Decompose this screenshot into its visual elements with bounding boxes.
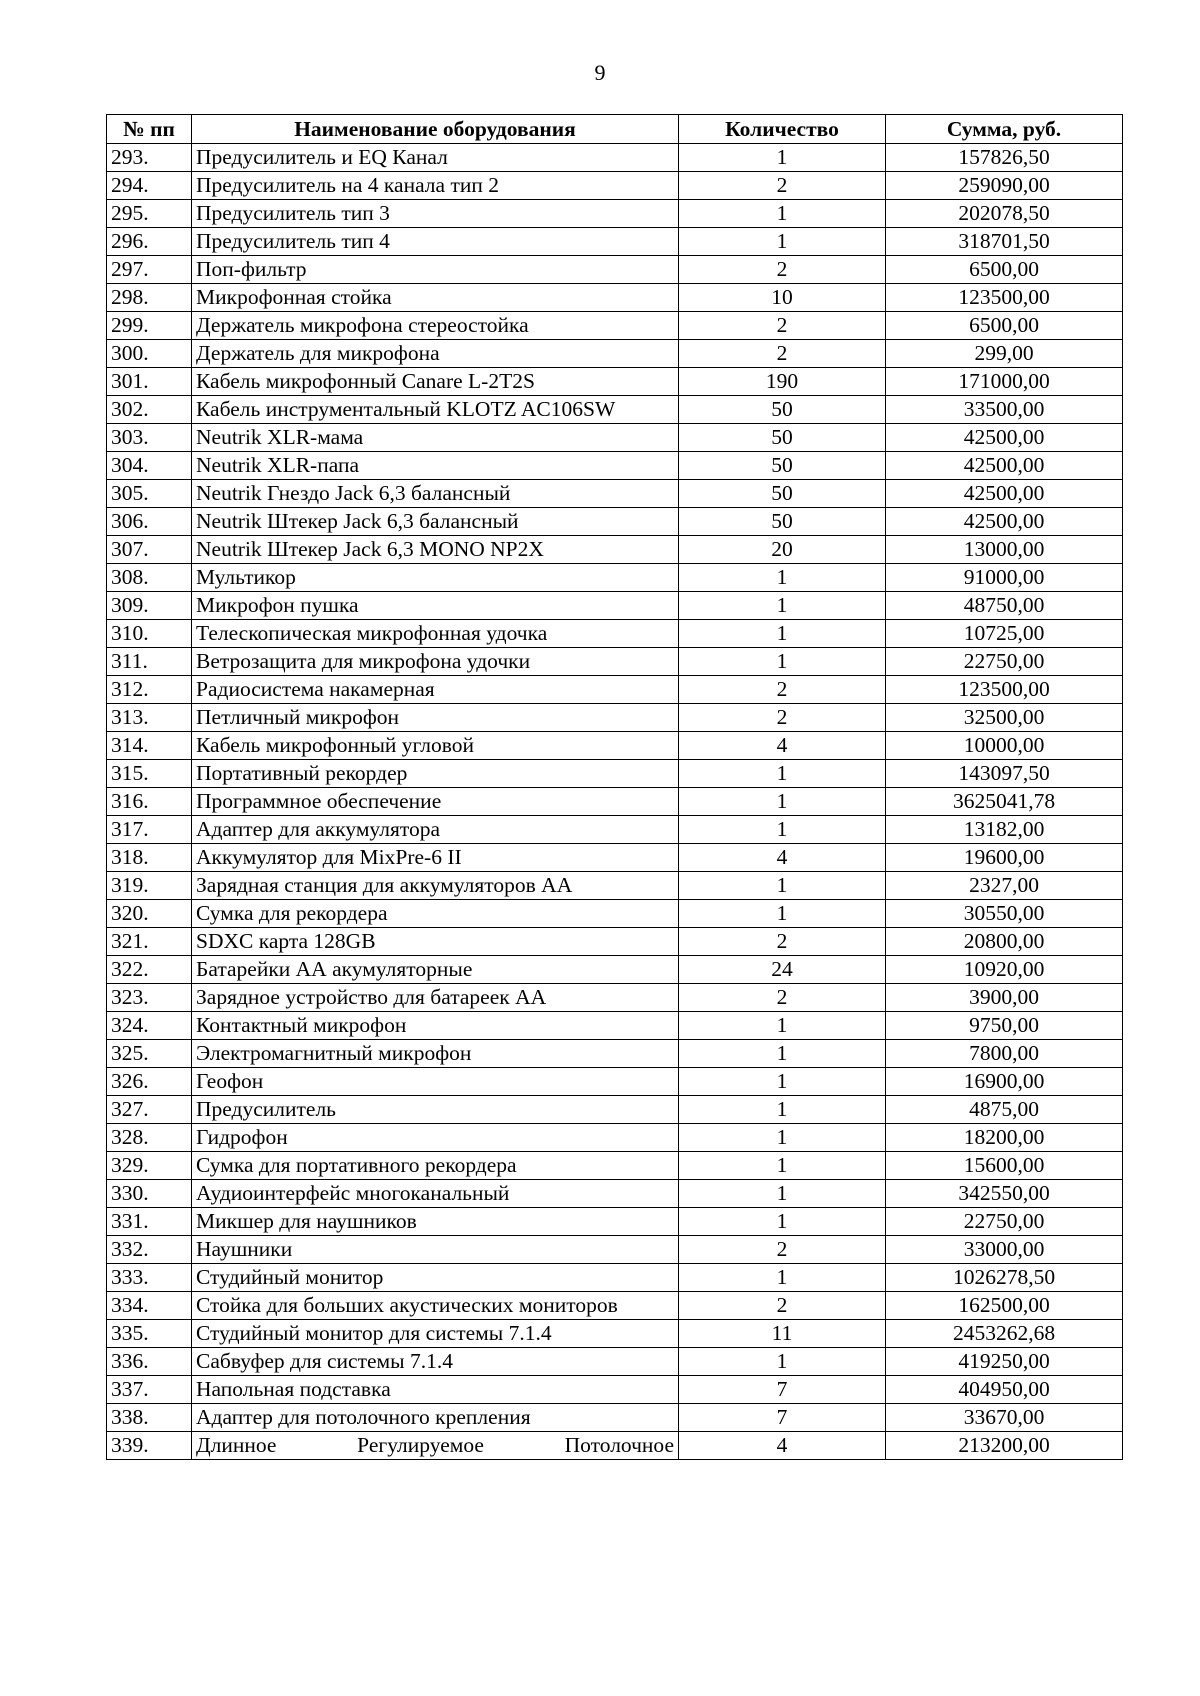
- cell-num: 296.: [107, 228, 192, 256]
- cell-qty: 1: [679, 592, 886, 620]
- cell-name: Радиосистема накамерная: [192, 676, 679, 704]
- cell-sum: 123500,00: [886, 284, 1123, 312]
- cell-qty: 2: [679, 704, 886, 732]
- cell-sum: 42500,00: [886, 480, 1123, 508]
- cell-sum: 30550,00: [886, 900, 1123, 928]
- cell-sum: 3625041,78: [886, 788, 1123, 816]
- cell-name: Кабель микрофонный угловой: [192, 732, 679, 760]
- cell-qty: 11: [679, 1320, 886, 1348]
- cell-name: Предусилитель: [192, 1096, 679, 1124]
- cell-qty: 10: [679, 284, 886, 312]
- table-row: [107, 200, 1123, 228]
- cell-qty: 7: [679, 1404, 886, 1432]
- cell-name: Программное обеспечение: [192, 788, 679, 816]
- cell-num: 328.: [107, 1124, 192, 1152]
- cell-qty: 1: [679, 228, 886, 256]
- cell-num: 300.: [107, 340, 192, 368]
- cell-name: Аудиоинтерфейс многоканальный: [192, 1180, 679, 1208]
- cell-name: Neutrik XLR-мама: [192, 424, 679, 452]
- cell-num: 322.: [107, 956, 192, 984]
- cell-sum: 419250,00: [886, 1348, 1123, 1376]
- cell-num: 323.: [107, 984, 192, 1012]
- cell-name: Зарядное устройство для батареек АА: [192, 984, 679, 1012]
- cell-num: 306.: [107, 508, 192, 536]
- cell-sum: 4875,00: [886, 1096, 1123, 1124]
- cell-sum: 13182,00: [886, 816, 1123, 844]
- cell-name: Предусилитель на 4 канала тип 2: [192, 172, 679, 200]
- table-row: [107, 620, 1123, 648]
- table-row: [107, 760, 1123, 788]
- table-row: [107, 732, 1123, 760]
- cell-name: Геофон: [192, 1068, 679, 1096]
- cell-sum: 15600,00: [886, 1152, 1123, 1180]
- cell-num: 332.: [107, 1236, 192, 1264]
- cell-sum: 91000,00: [886, 564, 1123, 592]
- cell-name: Адаптер для потолочного крепления: [192, 1404, 679, 1432]
- table-row: [107, 676, 1123, 704]
- table-body: [107, 144, 1123, 1460]
- table-row: [107, 1432, 1123, 1460]
- cell-num: 302.: [107, 396, 192, 424]
- table-row: [107, 1124, 1123, 1152]
- cell-num: 336.: [107, 1348, 192, 1376]
- table-row: [107, 1040, 1123, 1068]
- table-row: [107, 172, 1123, 200]
- cell-sum: 10000,00: [886, 732, 1123, 760]
- cell-num: 339.: [107, 1432, 192, 1460]
- cell-qty: 2: [679, 256, 886, 284]
- cell-qty: 20: [679, 536, 886, 564]
- cell-sum: 162500,00: [886, 1292, 1123, 1320]
- cell-name: Сабвуфер для системы 7.1.4: [192, 1348, 679, 1376]
- cell-num: 314.: [107, 732, 192, 760]
- cell-sum: 318701,50: [886, 228, 1123, 256]
- cell-sum: 33670,00: [886, 1404, 1123, 1432]
- cell-name: Гидрофон: [192, 1124, 679, 1152]
- cell-sum: 299,00: [886, 340, 1123, 368]
- cell-num: 309.: [107, 592, 192, 620]
- table-row: [107, 340, 1123, 368]
- table-row: [107, 1208, 1123, 1236]
- table-row: [107, 144, 1123, 172]
- cell-qty: 1: [679, 564, 886, 592]
- cell-num: 311.: [107, 648, 192, 676]
- table-row: [107, 396, 1123, 424]
- cell-num: 301.: [107, 368, 192, 396]
- cell-name: Neutrik Штекер Jack 6,3 балансный: [192, 508, 679, 536]
- table-row: [107, 872, 1123, 900]
- table-row: [107, 284, 1123, 312]
- cell-sum: 22750,00: [886, 1208, 1123, 1236]
- cell-name: Микшер для наушников: [192, 1208, 679, 1236]
- cell-num: 320.: [107, 900, 192, 928]
- cell-sum: 3900,00: [886, 984, 1123, 1012]
- cell-name: Держатель микрофона стереостойка: [192, 312, 679, 340]
- cell-name: Длинное Регулируемое Потолочное: [192, 1432, 679, 1460]
- cell-name: Neutrik XLR-папа: [192, 452, 679, 480]
- cell-qty: 1: [679, 1152, 886, 1180]
- cell-num: 313.: [107, 704, 192, 732]
- cell-num: 307.: [107, 536, 192, 564]
- cell-qty: 1: [679, 1012, 886, 1040]
- cell-name: Зарядная станция для аккумуляторов АА: [192, 872, 679, 900]
- cell-num: 316.: [107, 788, 192, 816]
- cell-name: Наушники: [192, 1236, 679, 1264]
- cell-num: 304.: [107, 452, 192, 480]
- header-num: № пп: [107, 115, 192, 144]
- cell-name: SDXC карта 128GB: [192, 928, 679, 956]
- cell-num: 317.: [107, 816, 192, 844]
- cell-sum: 42500,00: [886, 424, 1123, 452]
- cell-name: Электромагнитный микрофон: [192, 1040, 679, 1068]
- cell-num: 308.: [107, 564, 192, 592]
- table-row: [107, 256, 1123, 284]
- table-row: [107, 1404, 1123, 1432]
- cell-qty: 1: [679, 1096, 886, 1124]
- table-row: [107, 1292, 1123, 1320]
- cell-sum: 22750,00: [886, 648, 1123, 676]
- cell-num: 305.: [107, 480, 192, 508]
- cell-num: 338.: [107, 1404, 192, 1432]
- cell-sum: 16900,00: [886, 1068, 1123, 1096]
- cell-qty: 2: [679, 340, 886, 368]
- cell-qty: 2: [679, 312, 886, 340]
- cell-num: 326.: [107, 1068, 192, 1096]
- cell-qty: 1: [679, 1180, 886, 1208]
- cell-name: Мультикор: [192, 564, 679, 592]
- cell-qty: 2: [679, 928, 886, 956]
- cell-name: Телескопическая микрофонная удочка: [192, 620, 679, 648]
- cell-num: 325.: [107, 1040, 192, 1068]
- cell-num: 303.: [107, 424, 192, 452]
- table-row: [107, 1096, 1123, 1124]
- cell-name: Напольная подставка: [192, 1376, 679, 1404]
- cell-sum: 10725,00: [886, 620, 1123, 648]
- cell-qty: 24: [679, 956, 886, 984]
- cell-qty: 1: [679, 620, 886, 648]
- cell-name: Кабель микрофонный Canare L-2T2S: [192, 368, 679, 396]
- cell-name: Кабель инструментальный KLOTZ AC106SW: [192, 396, 679, 424]
- cell-sum: 32500,00: [886, 704, 1123, 732]
- cell-qty: 1: [679, 816, 886, 844]
- table-row: [107, 1348, 1123, 1376]
- cell-sum: 42500,00: [886, 452, 1123, 480]
- cell-num: 337.: [107, 1376, 192, 1404]
- cell-sum: 202078,50: [886, 200, 1123, 228]
- header-sum: Сумма, руб.: [886, 115, 1123, 144]
- cell-name: Студийный монитор для системы 7.1.4: [192, 1320, 679, 1348]
- cell-sum: 19600,00: [886, 844, 1123, 872]
- table-row: [107, 928, 1123, 956]
- table-row: [107, 816, 1123, 844]
- cell-name: Аккумулятор для MixPre-6 II: [192, 844, 679, 872]
- table-row: [107, 1152, 1123, 1180]
- cell-name: Портативный рекордер: [192, 760, 679, 788]
- cell-num: 293.: [107, 144, 192, 172]
- cell-name: Адаптер для аккумулятора: [192, 816, 679, 844]
- equipment-table: [106, 114, 1123, 1460]
- cell-sum: 7800,00: [886, 1040, 1123, 1068]
- cell-num: 334.: [107, 1292, 192, 1320]
- cell-qty: 7: [679, 1376, 886, 1404]
- cell-num: 329.: [107, 1152, 192, 1180]
- cell-sum: 2453262,68: [886, 1320, 1123, 1348]
- cell-qty: 50: [679, 452, 886, 480]
- cell-name: Сумка для портативного рекордера: [192, 1152, 679, 1180]
- cell-qty: 1: [679, 1124, 886, 1152]
- cell-name: Микрофонная стойка: [192, 284, 679, 312]
- cell-num: 333.: [107, 1264, 192, 1292]
- cell-sum: 2327,00: [886, 872, 1123, 900]
- cell-qty: 4: [679, 732, 886, 760]
- cell-qty: 190: [679, 368, 886, 396]
- cell-num: 312.: [107, 676, 192, 704]
- cell-num: 335.: [107, 1320, 192, 1348]
- cell-qty: 2: [679, 1292, 886, 1320]
- cell-name: Сумка для рекордера: [192, 900, 679, 928]
- cell-qty: 1: [679, 760, 886, 788]
- cell-name: Петличный микрофон: [192, 704, 679, 732]
- cell-num: 327.: [107, 1096, 192, 1124]
- cell-sum: 48750,00: [886, 592, 1123, 620]
- table-row: [107, 1236, 1123, 1264]
- table-row: [107, 228, 1123, 256]
- cell-qty: 1: [679, 900, 886, 928]
- cell-name: Предусилитель тип 3: [192, 200, 679, 228]
- cell-sum: 143097,50: [886, 760, 1123, 788]
- table-row: [107, 536, 1123, 564]
- table-row: [107, 368, 1123, 396]
- cell-num: 315.: [107, 760, 192, 788]
- table-row: [107, 452, 1123, 480]
- cell-qty: 1: [679, 1264, 886, 1292]
- cell-sum: 342550,00: [886, 1180, 1123, 1208]
- cell-name: Микрофон пушка: [192, 592, 679, 620]
- table-header-row: [107, 115, 1123, 144]
- cell-qty: 1: [679, 1040, 886, 1068]
- cell-qty: 1: [679, 648, 886, 676]
- cell-name: Поп-фильтр: [192, 256, 679, 284]
- cell-num: 319.: [107, 872, 192, 900]
- table-row: [107, 788, 1123, 816]
- table-row: [107, 1180, 1123, 1208]
- cell-name: Стойка для больших акустических мониторов: [192, 1292, 679, 1320]
- cell-sum: 157826,50: [886, 144, 1123, 172]
- table-row: [107, 592, 1123, 620]
- cell-sum: 259090,00: [886, 172, 1123, 200]
- cell-qty: 50: [679, 480, 886, 508]
- cell-name: Предусилитель тип 4: [192, 228, 679, 256]
- cell-name: Neutrik Гнездо Jack 6,3 балансный: [192, 480, 679, 508]
- cell-num: 324.: [107, 1012, 192, 1040]
- cell-sum: 123500,00: [886, 676, 1123, 704]
- cell-qty: 1: [679, 1208, 886, 1236]
- cell-qty: 1: [679, 788, 886, 816]
- table-row: [107, 1068, 1123, 1096]
- cell-sum: 213200,00: [886, 1432, 1123, 1460]
- cell-num: 321.: [107, 928, 192, 956]
- cell-name: Ветрозащита для микрофона удочки: [192, 648, 679, 676]
- cell-sum: 18200,00: [886, 1124, 1123, 1152]
- cell-qty: 2: [679, 676, 886, 704]
- cell-num: 330.: [107, 1180, 192, 1208]
- table-row: [107, 1376, 1123, 1404]
- table-row: [107, 648, 1123, 676]
- cell-num: 298.: [107, 284, 192, 312]
- table-row: [107, 1320, 1123, 1348]
- header-name: Наименование оборудования: [192, 115, 679, 144]
- cell-sum: 33500,00: [886, 396, 1123, 424]
- cell-qty: 1: [679, 1068, 886, 1096]
- cell-num: 295.: [107, 200, 192, 228]
- cell-num: 299.: [107, 312, 192, 340]
- table-row: [107, 1264, 1123, 1292]
- cell-name: Контактный микрофон: [192, 1012, 679, 1040]
- table-row: [107, 508, 1123, 536]
- cell-name: Держатель для микрофона: [192, 340, 679, 368]
- cell-qty: 2: [679, 1236, 886, 1264]
- table-row: [107, 704, 1123, 732]
- table-row: [107, 1012, 1123, 1040]
- cell-qty: 50: [679, 396, 886, 424]
- cell-qty: 2: [679, 172, 886, 200]
- cell-qty: 1: [679, 200, 886, 228]
- header-qty: Количество: [679, 115, 886, 144]
- cell-sum: 33000,00: [886, 1236, 1123, 1264]
- cell-sum: 6500,00: [886, 256, 1123, 284]
- cell-qty: 2: [679, 984, 886, 1012]
- table-row: [107, 564, 1123, 592]
- table-row: [107, 480, 1123, 508]
- page-number: 9: [594, 60, 606, 85]
- cell-qty: 4: [679, 844, 886, 872]
- cell-sum: 13000,00: [886, 536, 1123, 564]
- cell-qty: 1: [679, 872, 886, 900]
- table-row: [107, 312, 1123, 340]
- cell-name: Предусилитель и EQ Канал: [192, 144, 679, 172]
- cell-qty: 4: [679, 1432, 886, 1460]
- cell-sum: 42500,00: [886, 508, 1123, 536]
- cell-qty: 50: [679, 424, 886, 452]
- cell-sum: 9750,00: [886, 1012, 1123, 1040]
- table-row: [107, 424, 1123, 452]
- cell-num: 318.: [107, 844, 192, 872]
- table-row: [107, 956, 1123, 984]
- cell-qty: 1: [679, 1348, 886, 1376]
- cell-name: Батарейки АА акумуляторные: [192, 956, 679, 984]
- cell-sum: 404950,00: [886, 1376, 1123, 1404]
- table-row: [107, 984, 1123, 1012]
- table-row: [107, 844, 1123, 872]
- cell-qty: 1: [679, 144, 886, 172]
- cell-num: 310.: [107, 620, 192, 648]
- cell-sum: 20800,00: [886, 928, 1123, 956]
- cell-num: 331.: [107, 1208, 192, 1236]
- cell-num: 297.: [107, 256, 192, 284]
- cell-sum: 6500,00: [886, 312, 1123, 340]
- cell-sum: 171000,00: [886, 368, 1123, 396]
- cell-name: Студийный монитор: [192, 1264, 679, 1292]
- cell-sum: 1026278,50: [886, 1264, 1123, 1292]
- cell-sum: 10920,00: [886, 956, 1123, 984]
- table-row: [107, 900, 1123, 928]
- cell-qty: 50: [679, 508, 886, 536]
- cell-name: Neutrik Штекер Jack 6,3 MONO NP2X: [192, 536, 679, 564]
- cell-num: 294.: [107, 172, 192, 200]
